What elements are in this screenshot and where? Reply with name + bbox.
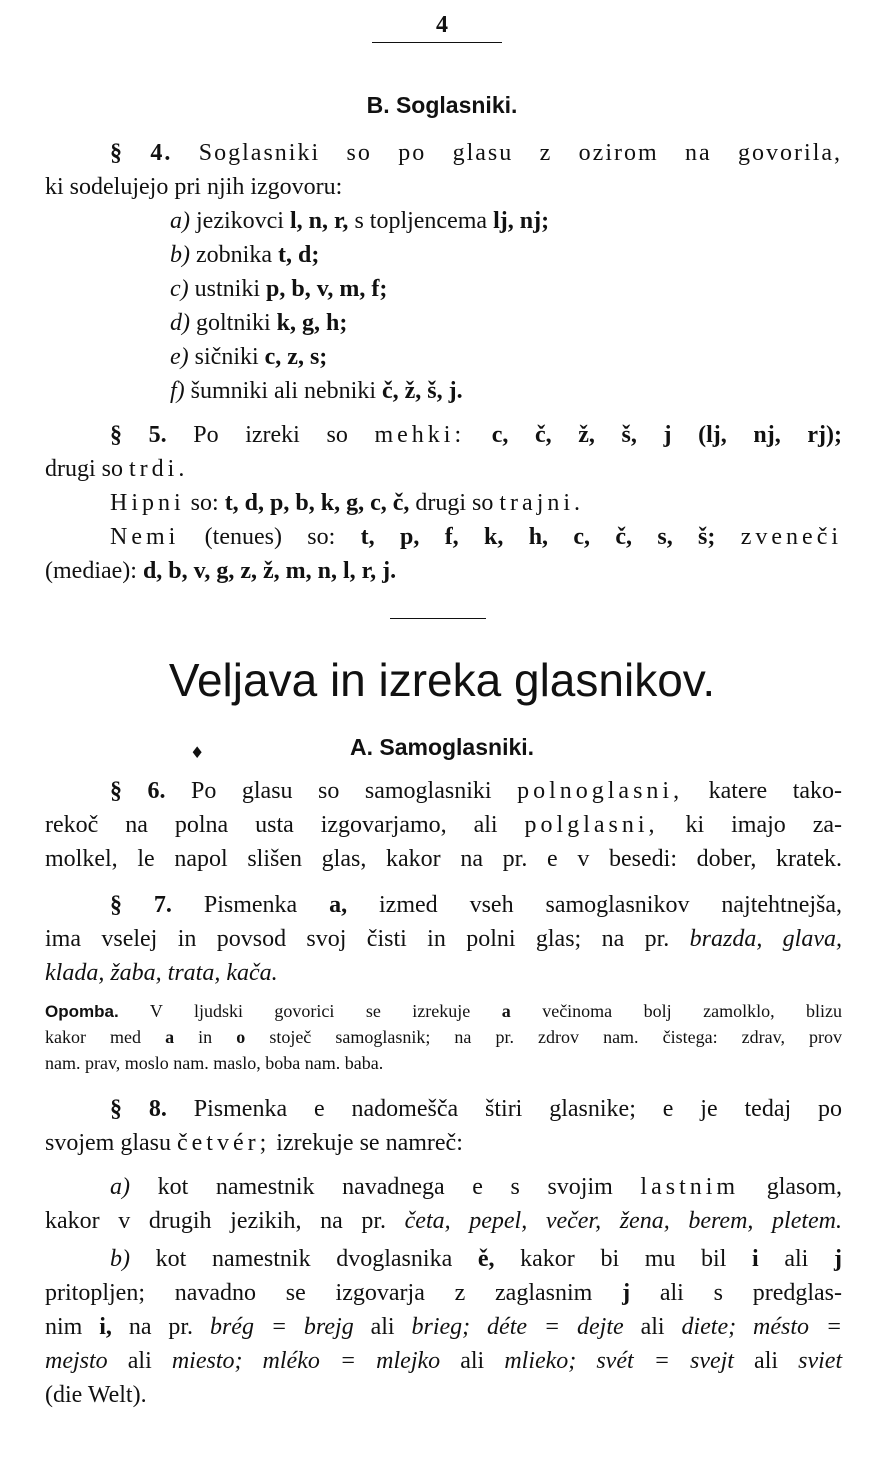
text: molkel, le napol slišen glas, kakor na pr. e v besedi: [45,846,677,872]
example-words: miesto; mléko = mlejko [171,1348,441,1374]
bold-letters: t, p, f, k, h, c, č, s, š; [360,524,716,550]
bold-letter: i, [99,1314,112,1340]
text: ali s predglas- [659,1280,843,1306]
example-words: dober, kratek. [696,846,842,872]
section-mark: § 8. [110,1096,167,1122]
p5-line4 [110,522,842,552]
p8b-line1 [110,1244,842,1274]
text: ali [127,1348,152,1374]
list-bold: p, b, v, m, f; [266,276,388,302]
page-number: 4 [436,12,448,38]
text: so: [190,490,219,516]
section-mark: § 4. [110,140,173,166]
spaced-term: lastnim [640,1174,740,1200]
p8b-line2 [45,1278,842,1308]
spaced-term: četvér; [177,1130,271,1156]
example-words: brieg; déte = dejte [411,1314,624,1340]
section-b-heading: B. Soglasniki. [366,92,518,118]
list-bold: č, ž, š, j. [382,378,463,404]
text: na pr. [128,1314,194,1340]
section-divider [390,618,486,619]
section-mark: § 6. [110,778,166,804]
note-label: Opomba. [45,1002,119,1021]
list-item-c [170,274,842,304]
bold-letter: a, [329,892,348,918]
note-line1 [45,998,842,1025]
spaced-term: Hipni [110,490,185,516]
list-item-f [170,376,842,406]
bold-letters: c, č, ž, š, j (lj, nj, rj); [491,422,843,448]
bold-letter: i [752,1246,759,1272]
text: stoječ samoglasnik; na pr. zdrov nam. čistega: zdrav, prov [269,1027,843,1047]
list-bold: k, g, h; [276,310,348,336]
bold-letters: d, b, v, g, z, ž, m, n, l, r, j. [142,558,397,584]
diamond-icon: ♦ [190,743,205,762]
list-letter: e) [170,344,189,370]
p8-line1 [110,1094,842,1124]
list-letter: a) [110,1174,130,1200]
spaced-term: Nemi [110,524,180,550]
text: svojem glasu [45,1130,171,1156]
p4-line1 [110,138,842,168]
text: izmed vseh samoglasnikov najtehtnejša, [379,892,843,918]
example-words: brég = brejg [209,1314,354,1340]
list-text2: s topljencema [354,208,488,234]
spaced-term: polglasni, [524,812,659,838]
spaced-term: mehki: [374,422,466,448]
text: ki imajo za- [685,812,843,838]
text: rekoč na polna usta izgovarjamo, ali [45,812,498,838]
p8a-line1 [110,1172,842,1202]
bold-letter: j [834,1246,842,1272]
p4-line2: ki sodelujejo pri njih izgovoru: [45,174,343,200]
text: izrekuje se namreč: [276,1130,463,1156]
text: (mediae): [45,558,137,584]
p5-line1 [110,420,842,450]
p6-line1 [110,776,842,806]
p8a-line2 [45,1206,842,1236]
list-text: ustniki [194,276,260,302]
text: in [198,1027,213,1047]
example-words: mejsto [45,1348,108,1374]
list-letter: a) [170,208,190,234]
example-words: mlieko; svét = svejt [504,1348,734,1374]
p7-line2 [45,924,842,954]
p5-line2 [45,454,842,484]
bold-letter: a [165,1027,175,1047]
text: Pismenka e nadomešča štiri glasnike; e je tedaj po [193,1096,843,1122]
list-letter: d) [170,310,190,336]
list-text: šumniki ali nebniki [190,378,376,404]
text: kakor med [45,1027,142,1047]
list-text: goltniki [196,310,271,336]
text: ali [640,1314,665,1340]
note-line3: nam. prav, moslo nam. maslo, boba nam. baba. [45,1053,384,1073]
list-bold: t, d; [277,242,320,268]
list-text: sičniki [194,344,259,370]
list-text: zobnika [196,242,272,268]
text: ali [460,1348,485,1374]
text: Po izreki so [193,422,348,448]
list-letter: b) [110,1246,130,1272]
list-letter: f) [170,378,185,404]
list-bold: c, z, s; [264,344,328,370]
text: ima vselej in povsod svoj čisti in polni glas; na pr. [45,926,670,952]
text: ali [370,1314,395,1340]
text: Soglasniki so po glasu z ozirom na govorila, [198,140,843,166]
text: Pismenka [203,892,298,918]
text: V ljudski govorici se izrekuje [149,1001,471,1021]
text: kot namestnik navadnega e s svojim [157,1174,613,1200]
bold-letters: t, d, p, b, k, g, c, č, [224,490,410,516]
text: (tenues) so: [204,524,336,550]
list-text: jezikovci [196,208,284,234]
p7-line1 [110,890,842,920]
text: drugi so [45,456,123,482]
spaced-term: trajni. [499,490,585,516]
spaced-term: zveneči [740,524,843,550]
list-letter: b) [170,242,190,268]
p7-line3: klada, žaba, trata, kača. [45,960,278,986]
list-item-e [170,342,842,372]
text: katere tako- [708,778,843,804]
text: nim [45,1314,83,1340]
section-mark: § 5. [110,422,167,448]
spaced-term: polnoglasni, [517,778,684,804]
p6-line2 [45,810,842,840]
text: ali [784,1246,809,1272]
chapter-title: Veljava in izreka glasnikov. [168,654,716,706]
text: večinoma bolj zamolklo, blizu [542,1001,843,1021]
list-item-d [170,308,842,338]
example-words: sviet [798,1348,843,1374]
list-bold: l, n, r, [289,208,349,234]
p6-line3 [45,844,842,874]
p5-line3 [110,488,842,518]
p8b-line4 [45,1346,842,1376]
text: pritopljen; navadno se izgovarja z zaglasnim [45,1280,593,1306]
example-words: diete; mésto = [681,1314,843,1340]
section-a-heading: A. Samoglasniki. [349,734,535,760]
list-item-b [170,240,842,270]
text: ali [754,1348,779,1374]
p8b-line3 [45,1312,842,1342]
text: Po glasu so samoglasniki [191,778,492,804]
p8-line2 [45,1128,842,1158]
bold-letter: o [236,1027,246,1047]
text: kakor bi mu bil [520,1246,727,1272]
text: kakor v drugih jezikih, na pr. [45,1208,387,1234]
p5-line5 [45,556,842,586]
list-letter: c) [170,276,189,302]
bold-letter: ě, [477,1246,495,1272]
example-words: četa, pepel, večer, žena, berem, pletem. [404,1208,843,1234]
list-bold2: lj, nj; [493,208,550,234]
section-mark: § 7. [110,892,172,918]
bold-letter: j [622,1280,631,1306]
spaced-term: trdi. [129,456,189,482]
list-item-a [170,206,842,236]
note-line2 [45,1024,842,1050]
page-number-rule [372,42,502,43]
p8b-line5: (die Welt). [45,1382,147,1408]
text: kot namestnik dvoglasnika [155,1246,453,1272]
example-words: brazda, glava, [689,926,843,952]
text: glasom, [766,1174,843,1200]
bold-letter: a [501,1001,511,1021]
text: drugi so [415,490,494,516]
